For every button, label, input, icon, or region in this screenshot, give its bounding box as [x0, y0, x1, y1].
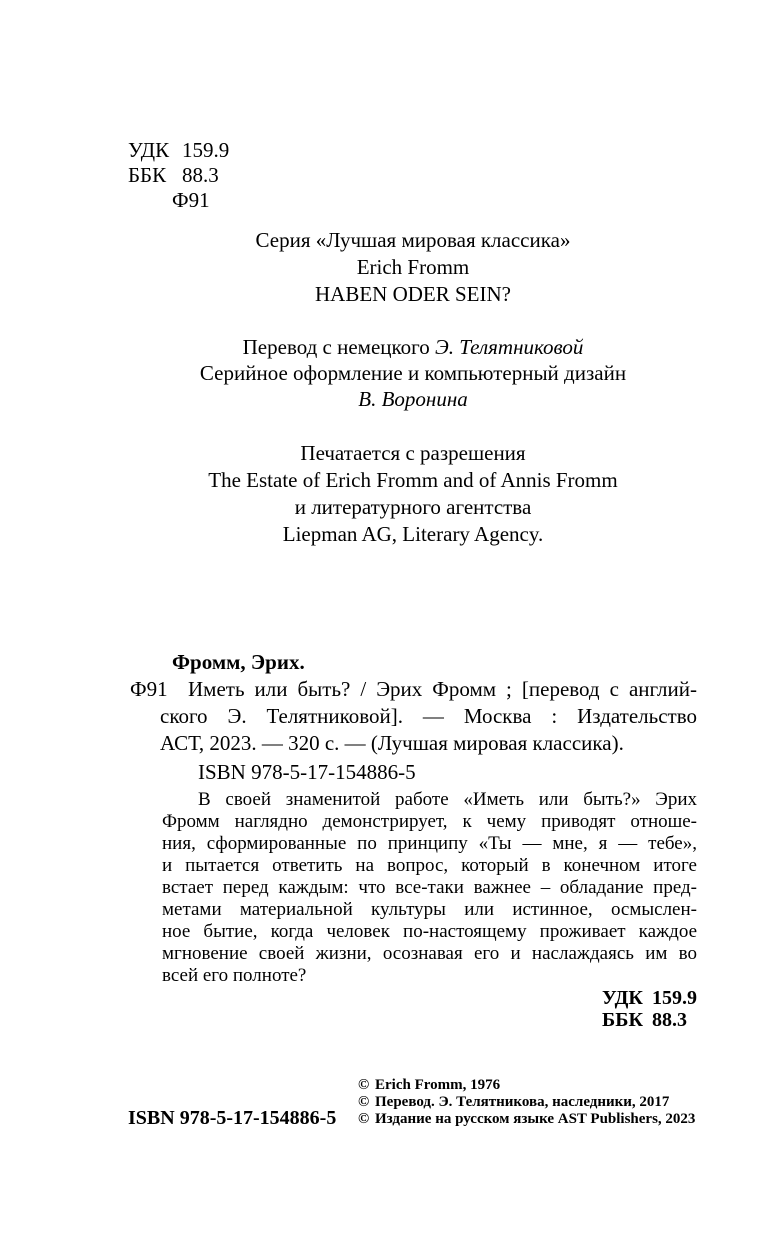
permission-line: The Estate of Erich Fromm and of Annis Fromm — [208, 468, 618, 492]
translation-credit — [128, 334, 698, 360]
udk-footer-row — [602, 987, 697, 1009]
translator-name: Э. Телятниковой — [435, 335, 584, 359]
printed-line: ния, сформированные по принципу «Ты — мне, я — тебе», — [162, 833, 697, 854]
permission-line: Liepman AG, Literary Agency. — [282, 522, 544, 546]
printed-line: АСТ, 2023. — 320 с. — (Лучшая мировая классика). — [160, 731, 624, 755]
classification-block — [128, 138, 229, 213]
permission-line: и литературного агентства — [294, 495, 532, 519]
bbk-footer-label: ББК — [602, 1009, 643, 1031]
copyright-line — [358, 1094, 695, 1111]
copyright-line — [358, 1077, 695, 1094]
catalog-author-header: Фромм, Эрих. — [172, 650, 305, 674]
author-sign-value: Ф91 — [172, 188, 210, 212]
series-title: Серия «Лучшая мировая классика» — [255, 228, 571, 252]
series-block — [128, 227, 698, 308]
copyright-icon: © — [358, 1077, 370, 1093]
copyright-line — [358, 1111, 695, 1128]
permission-line: Печатается с разрешения — [300, 441, 526, 465]
printed-line: метами материальной культуры или истинное, осмыслен- — [162, 899, 697, 920]
catalog-description — [160, 676, 697, 757]
credits-block — [128, 334, 698, 412]
udk-value: 159.9 — [182, 138, 230, 162]
isbn-catalog: ISBN 978-5-17-154886-5 — [198, 760, 416, 784]
copyright-icon: © — [358, 1111, 370, 1127]
designer-name: В. Воронина — [358, 387, 468, 411]
bbk-value: 88.3 — [182, 163, 219, 187]
bbk-label: ББК — [128, 163, 167, 187]
classification-footer — [602, 987, 697, 1031]
annotation — [162, 789, 697, 987]
bbk-footer-value: 88.3 — [652, 1009, 687, 1031]
bbk-footer-row — [602, 1009, 697, 1031]
copyright-text: Издание на русском языке AST Publishers, 2023 — [375, 1111, 696, 1127]
copyright-text: Erich Fromm, 1976 — [375, 1077, 501, 1093]
copyright-text: Перевод. Э. Телятникова, наследники, 2017 — [375, 1094, 670, 1110]
design-credit: Серийное оформление и компьютерный дизайн — [199, 361, 627, 385]
printed-line: Фромм наглядно демонстрирует, к чему приводят отноше- — [162, 811, 697, 832]
printed-line: ского Э. Телятниковой]. — Москва : Издательство — [160, 704, 697, 728]
catalog-card-code: Ф91 — [130, 677, 168, 701]
printed-line: мгновение своей жизни, осознавая его и наслаждаясь им во — [162, 943, 697, 964]
udk-row — [128, 138, 229, 163]
printed-line: встает перед каждым: что все-таки важнее – обладание пред- — [162, 877, 697, 898]
author-sign-row — [128, 188, 229, 213]
copyright-icon: © — [358, 1094, 370, 1110]
original-title: HABEN ODER SEIN? — [315, 282, 511, 306]
isbn-footer: ISBN 978-5-17-154886-5 — [128, 1107, 337, 1129]
bbk-row — [128, 163, 229, 188]
printed-line: и пытается ответить на вопрос, который в конечном итоге — [162, 855, 697, 876]
udk-footer-value: 159.9 — [652, 987, 697, 1009]
printed-line: В своей знаменитой работе «Иметь или быть?» Эрих — [198, 789, 697, 810]
translation-credit-prefix: Перевод с немецкого — [242, 335, 436, 359]
original-author: Erich Fromm — [356, 255, 470, 279]
catalog-card — [128, 649, 697, 757]
printed-line: ное бытие, когда человек по-настоящему проживает каждое — [162, 921, 697, 942]
catalog-card-body — [128, 676, 697, 757]
printed-line: Иметь или быть? / Эрих Фромм ; [перевод с англий- — [188, 677, 697, 701]
udk-label: УДК — [128, 138, 170, 162]
copyright-block — [358, 1077, 695, 1128]
udk-footer-label: УДК — [602, 987, 643, 1009]
permission-block — [128, 440, 698, 548]
printed-line: всей его полноте? — [162, 965, 307, 986]
